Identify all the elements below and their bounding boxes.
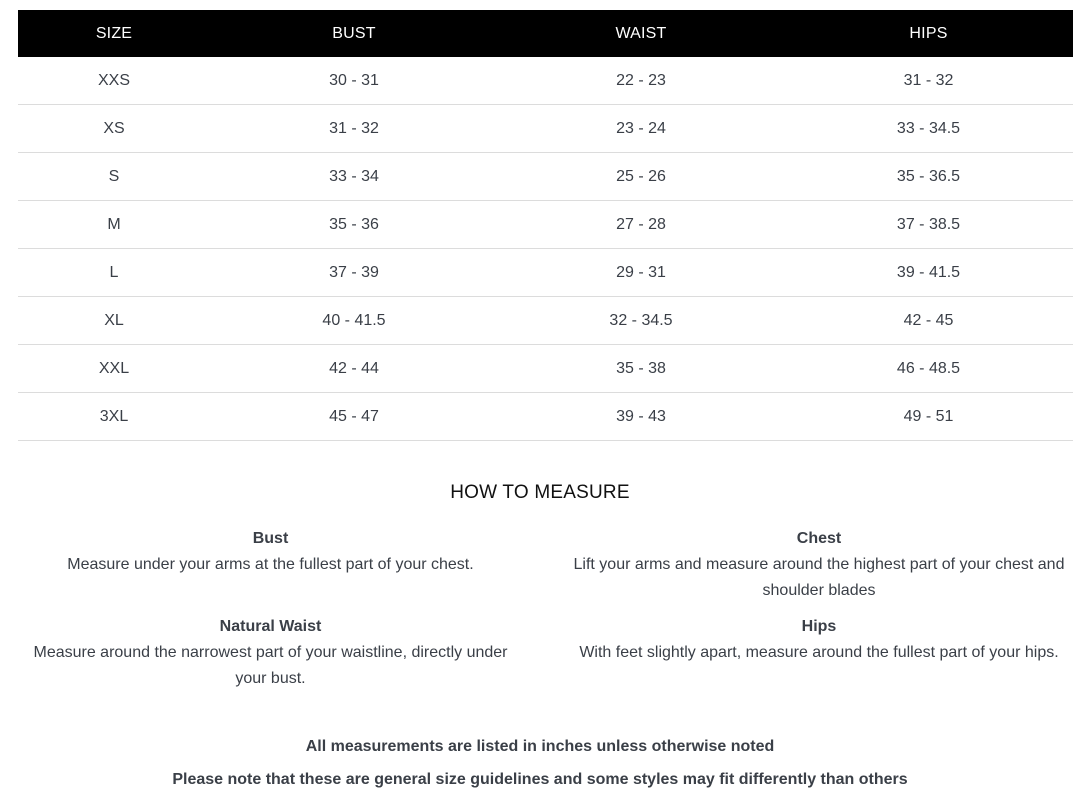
table-row <box>18 105 1073 153</box>
cell-size: XS <box>18 105 210 153</box>
header-waist: WAIST <box>498 10 784 57</box>
natural-waist-guide-text: Measure around the narrowest part of your waistline, directly under your bust. <box>33 644 508 687</box>
bust-guide-title: Bust <box>252 530 289 547</box>
table-row <box>18 57 1073 105</box>
table-row <box>18 345 1073 393</box>
cell-size: XXL <box>18 345 210 393</box>
how-to-measure-title: HOW TO MEASURE <box>450 482 630 503</box>
cell-hips: 37 - 38.5 <box>784 201 1073 249</box>
cell-size: 3XL <box>18 393 210 441</box>
header-row <box>18 10 1073 57</box>
cell-waist: 35 - 38 <box>498 345 784 393</box>
cell-size: L <box>18 249 210 297</box>
cell-size: M <box>18 201 210 249</box>
cell-bust: 30 - 31 <box>210 57 498 105</box>
cell-waist: 25 - 26 <box>498 153 784 201</box>
table-row <box>18 201 1073 249</box>
chest-guide-title: Chest <box>796 530 842 547</box>
cell-hips: 49 - 51 <box>784 393 1073 441</box>
chest-guide-text: Lift your arms and measure around the highest part of your chest and shoulder blades <box>573 556 1065 599</box>
hips-guide-title: Hips <box>801 618 837 635</box>
cell-size: XXS <box>18 57 210 105</box>
natural-waist-guide <box>28 614 513 692</box>
cell-bust: 40 - 41.5 <box>210 297 498 345</box>
natural-waist-guide-title: Natural Waist <box>219 618 322 635</box>
bust-guide <box>28 526 513 578</box>
cell-bust: 33 - 34 <box>210 153 498 201</box>
cell-waist: 23 - 24 <box>498 105 784 153</box>
cell-bust: 31 - 32 <box>210 105 498 153</box>
cell-waist: 39 - 43 <box>498 393 784 441</box>
header-hips: HIPS <box>784 10 1073 57</box>
cell-bust: 35 - 36 <box>210 201 498 249</box>
hips-guide-text: With feet slightly apart, measure around the fullest part of your hips. <box>579 644 1059 661</box>
cell-hips: 42 - 45 <box>784 297 1073 345</box>
header-size: SIZE <box>18 10 210 57</box>
cell-bust: 37 - 39 <box>210 249 498 297</box>
table-row <box>18 297 1073 345</box>
size-chart-header <box>18 10 1073 57</box>
size-chart-body <box>18 57 1073 441</box>
cell-hips: 39 - 41.5 <box>784 249 1073 297</box>
bust-guide-text: Measure under your arms at the fullest part of your chest. <box>67 556 474 573</box>
cell-hips: 33 - 34.5 <box>784 105 1073 153</box>
chest-guide <box>566 526 1072 604</box>
cell-hips: 31 - 32 <box>784 57 1073 105</box>
header-bust: BUST <box>210 10 498 57</box>
table-row <box>18 393 1073 441</box>
hips-guide <box>566 614 1072 666</box>
cell-waist: 22 - 23 <box>498 57 784 105</box>
table-row <box>18 153 1073 201</box>
cell-hips: 46 - 48.5 <box>784 345 1073 393</box>
units-note: All measurements are listed in inches unless otherwise noted <box>305 738 775 755</box>
cell-waist: 27 - 28 <box>498 201 784 249</box>
cell-hips: 35 - 36.5 <box>784 153 1073 201</box>
cell-waist: 32 - 34.5 <box>498 297 784 345</box>
table-row <box>18 249 1073 297</box>
size-chart-table <box>18 10 1073 441</box>
fit-disclaimer: Please note that these are general size guidelines and some styles may fit differently than others <box>172 771 908 788</box>
cell-size: XL <box>18 297 210 345</box>
cell-waist: 29 - 31 <box>498 249 784 297</box>
cell-size: S <box>18 153 210 201</box>
cell-bust: 45 - 47 <box>210 393 498 441</box>
cell-bust: 42 - 44 <box>210 345 498 393</box>
